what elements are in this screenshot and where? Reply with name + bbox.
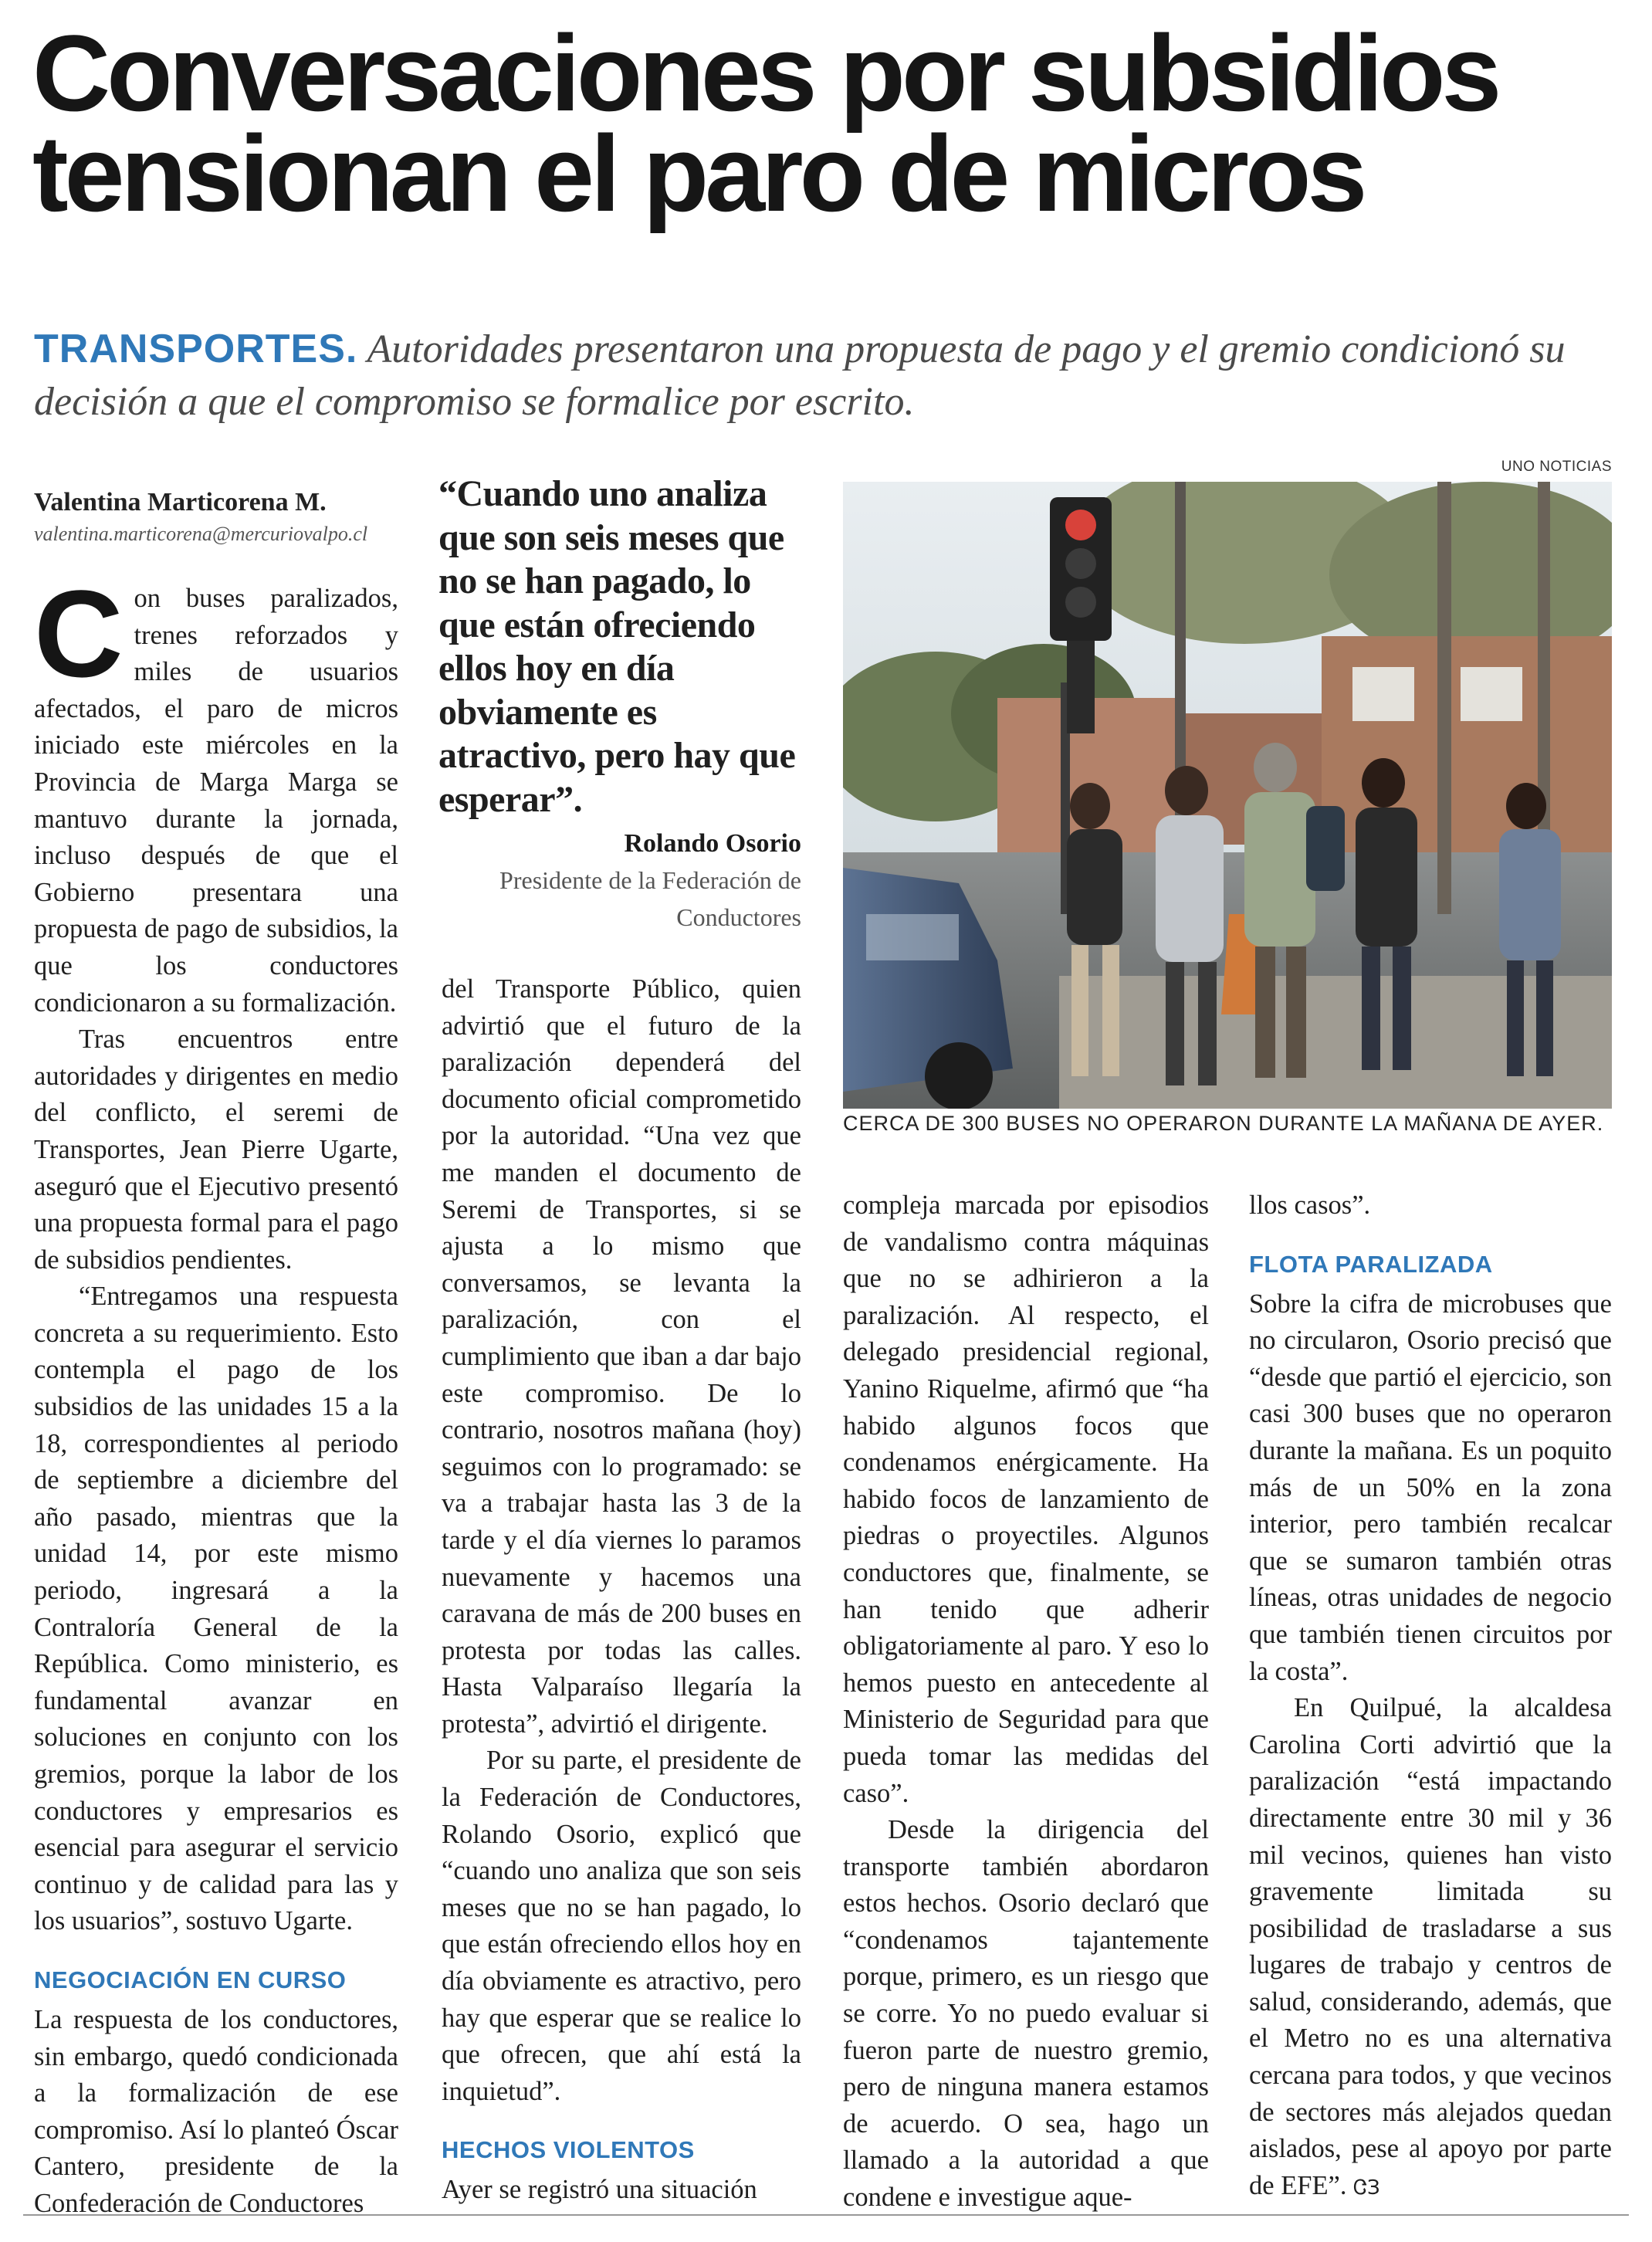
paragraph: Sobre la cifra de microbuses que no circularon, Osorio precisó que “desde que partió el ejercicio, son casi 300 buses que no operaron durante la mañana. Es un poquito más de un 50% en la zona interior, pero también recalcar que se sumaron también otras líneas, otras unidades de negocio que también tienen circuitos por la costa”. — [1249, 1289, 1612, 1686]
column-4 — [1249, 1187, 1612, 2206]
subhead-flota: FLOTA PARALIZADA — [1249, 1250, 1493, 1278]
subhead-negociacion: NEGOCIACIÓN EN CURSO — [34, 1966, 347, 1993]
paragraph: compleja marcada por episodios de vandalismo contra máquinas que no se adhirieron a la paralización. Al respecto, el delegado presidencial regional, Yanino Riquelme, afirmó que “ha habido algunos focos que condenamos enérgicamente. Ha habido focos de lanzamiento de piedras o proyectiles. Algunos conductores que, finalmente, se han tenido que adherir obligatoriamente al paro. Y eso lo hemos puesto en antecedente al Ministerio de Seguridad para que pueda tomar las medidas del caso”. — [843, 1190, 1209, 1808]
headline-line-2: tensionan el paro de micros — [32, 113, 1364, 234]
column-3 — [843, 1187, 1209, 2217]
paragraph: “Entregamos una respuesta concreta a su requerimiento. Esto contempla el pago de los subsidios de las unidades 15 a la 18, correspondientes al periodo de septiembre a diciembre del año pasado, mientras que la unidad 14, por este mismo periodo, ingresará a la Contraloría General de la República. Como ministerio, es fundamental avanzar en soluciones en conjunto con los gremios, porque la labor de los conductores y empresarios es esencial para asegurar el servicio continuo y de calidad para las y los usuarios”, sostuvo Ugarte. — [34, 1282, 398, 1936]
paragraph: Ayer se registró una situación — [442, 2175, 757, 2205]
paragraph: del Transporte Público, quien advirtió que el futuro de la paralización dependerá del documento oficial comprometido por la autoridad. “Una vez que me manden el documento de Seremi de Transportes, si se ajusta a lo mismo que conversamos, se levanta la paralización, con el cumplimiento que iban a dar bajo este compromiso. De lo contrario, nosotros mañana (hoy) seguimos con lo programado: se va a trabajar hasta las 3 de la tarde y el día viernes lo paramos nuevamente y hacemos una caravana de más de 200 buses en protesta por todas las calles. Hasta Valparaíso llegaría la protesta”, advirtió el dirigente. — [442, 974, 801, 1739]
drop-cap: C — [34, 564, 124, 703]
pull-quote — [438, 472, 801, 936]
paragraph: llos casos”. — [1249, 1190, 1371, 1220]
final-paragraph-text: En Quilpué, la alcaldesa Carolina Corti advirtió que la paralización “está impactando directamente entre 30 mil y 36 mil vecinos, quienes han visto gravemente limitada su posibilidad de trasladarse a sus lugares de trabajo y centros de salud, considerando, además, que el Metro no es una alternativa cercana para todos, y que vecinos de sectores más alejados quedan aislados, pese al apoyo por parte de EFE”. — [1249, 1693, 1612, 2200]
lead-paragraph — [34, 564, 398, 1021]
headline-line-1: Conversaciones por subsidios — [32, 12, 1498, 134]
pull-quote-role: Presidente de la Federación de Conductores — [499, 866, 801, 931]
end-mark-icon: ᏣЗ — [1353, 2176, 1380, 2200]
pull-quote-text: “Cuando uno analiza que son seis meses que no se han pagado, lo que están ofreciendo ellos hoy en día obviamente es atractivo, pero hay que esperar”. — [438, 473, 796, 820]
author-byline: Valentina Marticorena M. — [34, 488, 327, 516]
headline — [32, 12, 1630, 234]
bottom-rule — [23, 2214, 1629, 2216]
street-scene-illustration — [843, 482, 1612, 1109]
final-paragraph — [1249, 1690, 1612, 2206]
photo-caption: CERCA DE 300 BUSES NO OPERARON DURANTE LA MAÑANA DE AYER. — [843, 1112, 1604, 1135]
paragraph: Desde la dirigencia del transporte también abordaron estos hechos. Osorio declaró que “condenamos tajantemente porque, primero, es un riesgo que se corre. Yo no puedo evaluar si fueron parte de nuestro gremio, pero de ninguna manera estamos de acuerdo. O sea, hago un llamado a la autoridad a que condene e investigue aque- — [843, 1815, 1209, 2213]
photo-credit: UNO NOTICIAS — [1501, 459, 1612, 475]
lead-paragraph-text: on buses paralizados, trenes reforzados y miles de usuarios afectados, el paro de micros iniciado este miércoles en la Provincia de Marga Marga se mantuvo durante la jornada, incluso después de que el Gobierno presentara una propuesta de pago de subsidios, la que los conductores condicionaron a su formalización. — [34, 584, 398, 1018]
deck — [34, 323, 1624, 428]
column-1 — [34, 480, 398, 2223]
paragraph: Por su parte, el presidente de la Federación de Conductores, Rolando Osorio, explicó que “cuando uno analiza que son seis meses que no se han pagado, lo que están ofreciendo ellos hoy en día obviamente es atractivo, pero hay que esperar que se realice lo que ofrecen, que ahí está la inquietud”. — [442, 1746, 801, 2106]
column-2 — [442, 971, 801, 2209]
paragraph: Tras encuentros entre autoridades y dirigentes en medio del conflicto, el seremi de Transportes, Jean Pierre Ugarte, aseguró que el Ejecutivo presentó una propuesta formal para el pago de subsidios pendientes. — [34, 1024, 398, 1275]
author-email: valentina.marticorena@mercuriovalpo.cl — [34, 523, 368, 545]
section-kicker: TRANSPORTES. — [34, 327, 358, 371]
paragraph: La respuesta de los conductores, sin embargo, quedó condicionada a la formalización de ese compromiso. Así lo planteó Óscar Cantero, presidente de la Confederación de Conductores — [34, 2004, 398, 2218]
news-photo — [843, 482, 1612, 1109]
subhead-hechos: HECHOS VIOLENTOS — [442, 2136, 695, 2164]
pull-quote-name: Rolando Osorio — [624, 829, 801, 858]
deck-text: Autoridades presentaron una propuesta de pago y el gremio condicionó su decisión a que el compromiso se formalice por escrito. — [34, 327, 1566, 424]
